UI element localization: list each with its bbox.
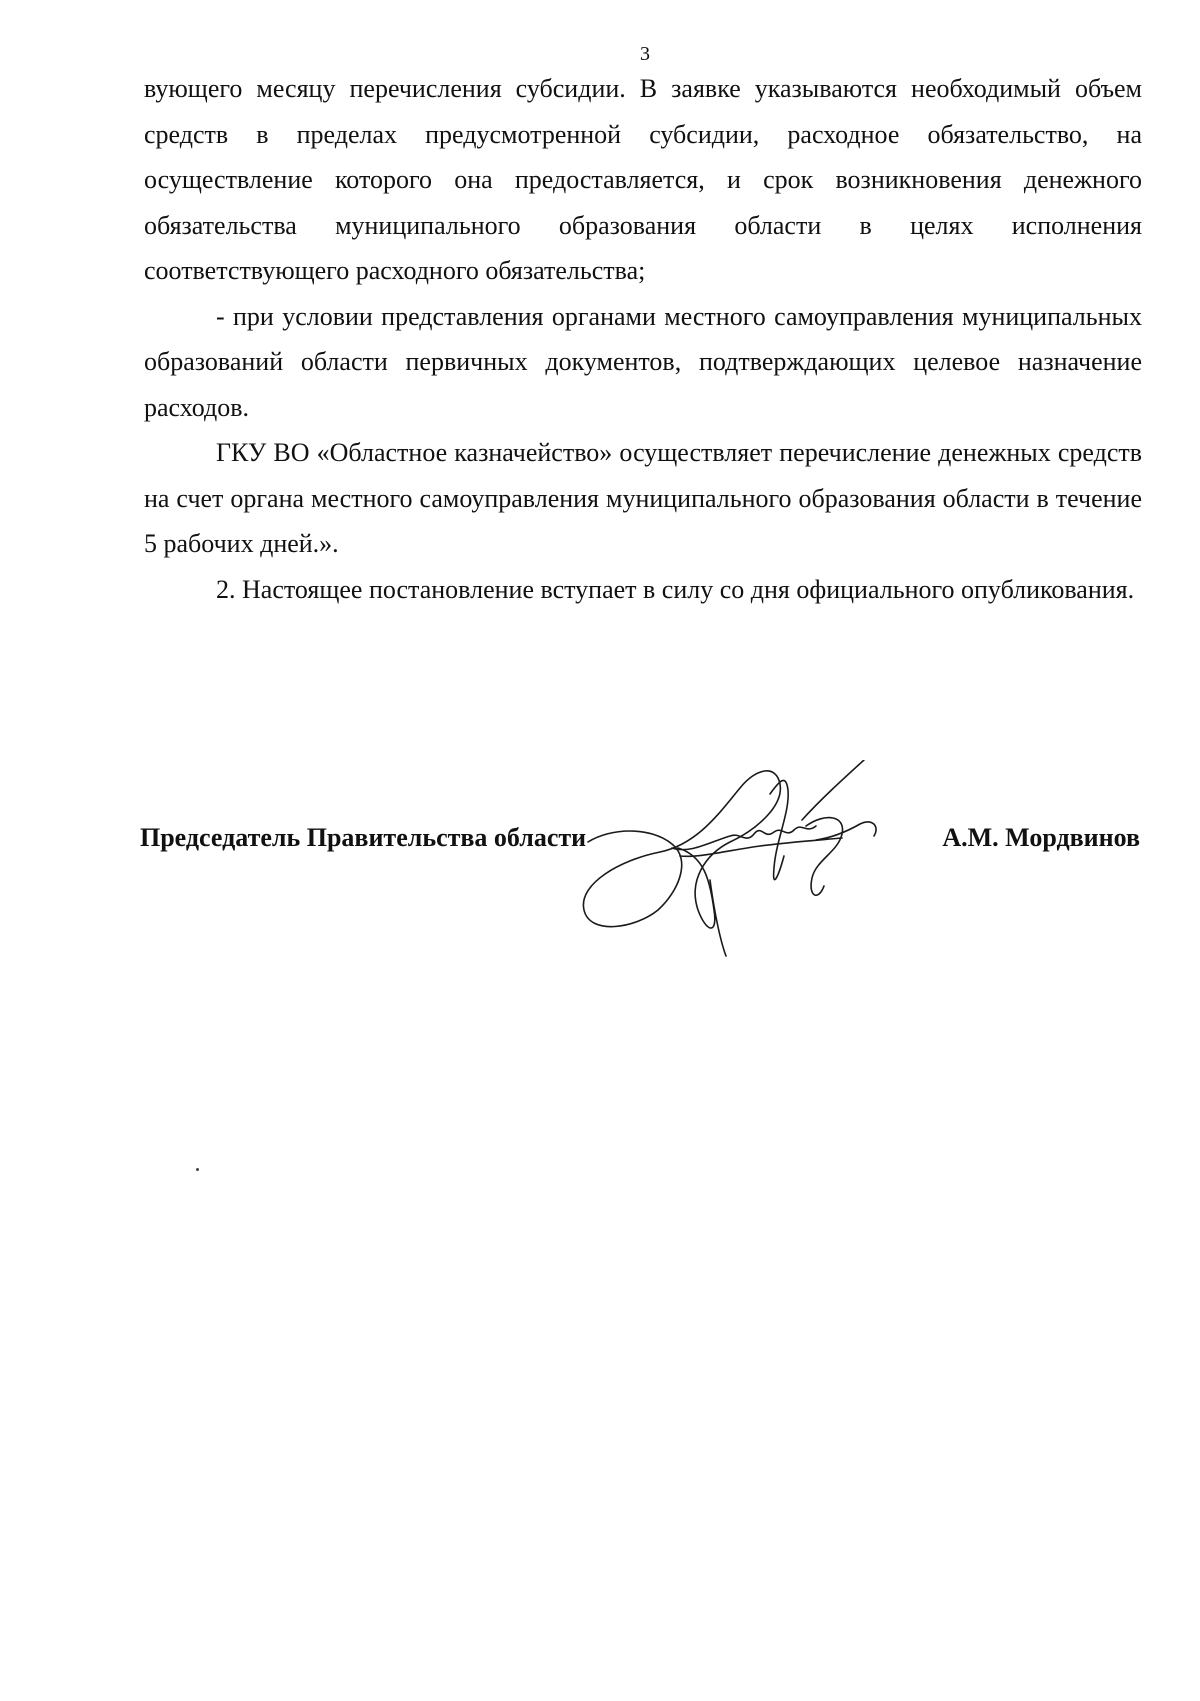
paragraph-treasury-transfer: ГКУ ВО «Областное казначейство» осуществляет перечисление денежных средств на счет органа местного самоуправления муниципального образования области в течение 5 рабочих дней.». (144, 438, 1142, 558)
paragraph-primary-documents-condition: - при условии представления органами местного самоуправления муниципальных образований области первичных документов, подтверждающих целевое назначение расходов. (144, 301, 1142, 422)
page-number: 3 (640, 43, 650, 65)
document-body (144, 66, 1142, 612)
signer-name: А.М. Мордвинов (942, 823, 1140, 852)
signer-title: Председатель Правительства области (140, 823, 587, 852)
paragraph-effective-date: 2. Настоящее постановление вступает в силу со дня официального опубликования. (216, 574, 1135, 604)
handwritten-signature (580, 760, 940, 960)
scan-speck (196, 1168, 199, 1171)
paragraph-application-terms: вующего месяцу перечисления субсидии. В заявке указываются необходимый объем средств в пределах предусмотренной субсидии, расходное обязательство, на осуществление которого она предоставляется, и срок возникновения денежного обязательства муниципального образования области в целях исполнения соответствующего расходного обязательства; (144, 74, 1142, 285)
